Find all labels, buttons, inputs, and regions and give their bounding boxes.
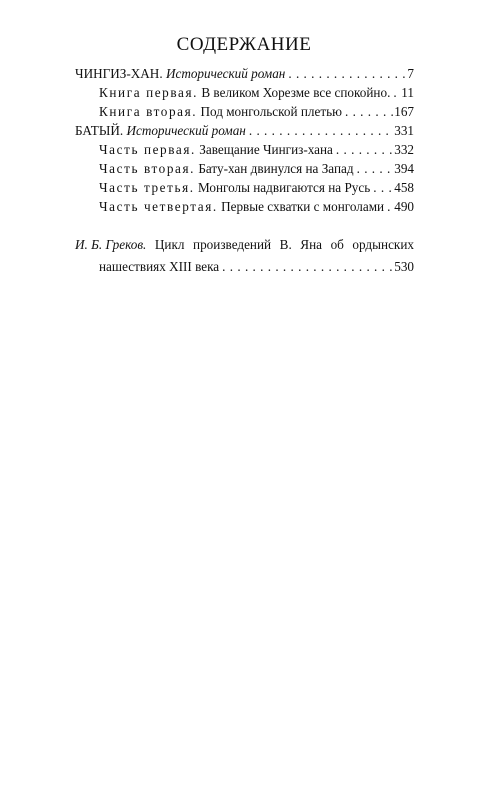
toc-entry-part-two	[75, 159, 414, 178]
entry-kind: Исторический роман	[165, 66, 286, 81]
essay-author: И. Б. Греков.	[75, 237, 147, 252]
dot-leader	[219, 256, 393, 278]
page-number: 490	[394, 199, 414, 214]
page-number: 11	[401, 85, 414, 100]
dot-leader	[390, 83, 400, 102]
entry-title: Монголы надвигаются на Русь	[197, 180, 371, 195]
toc-entry-essay	[75, 234, 414, 278]
entry-part: Книга первая.	[99, 85, 199, 100]
entry-kind: Исторический роман	[126, 123, 246, 138]
page-number: 7	[407, 66, 414, 81]
entry-title: В великом Хорезме все спокойно.	[201, 85, 391, 100]
dot-leader	[285, 64, 406, 83]
essay-word: Цикл	[154, 237, 185, 252]
dot-leader	[384, 197, 393, 216]
page-number: 530	[394, 259, 414, 274]
page-number: 394	[394, 161, 414, 176]
entry-part: Книга вторая.	[99, 104, 198, 119]
entry-title: ЧИНГИЗ-ХАН.	[75, 66, 163, 81]
essay-word: ордынских	[352, 237, 414, 252]
dot-leader	[246, 121, 393, 140]
essay-word: В.	[279, 237, 292, 252]
page-heading: СОДЕРЖАНИЕ	[176, 34, 312, 55]
entry-part: Часть третья.	[99, 180, 195, 195]
entry-title: БАТЫЙ.	[75, 123, 124, 138]
entry-title: Под монгольской плетью	[200, 104, 342, 119]
table-of-contents	[75, 64, 414, 216]
toc-entry-part-three	[75, 178, 414, 197]
dot-leader	[333, 140, 393, 159]
essay-word: об	[330, 237, 344, 252]
essay-continuation: нашествиях XIII века	[99, 259, 220, 274]
toc-entry-batyi	[75, 121, 414, 140]
essay-second-line	[75, 256, 414, 278]
toc-entry-part-one	[75, 140, 414, 159]
entry-part: Часть четвертая.	[99, 199, 218, 214]
dot-leader	[370, 178, 393, 197]
toc-entry-book-two	[75, 102, 414, 121]
essay-first-line	[75, 234, 414, 256]
page-number: 331	[394, 123, 414, 138]
entry-title: Бату-хан двинулся на Запад	[198, 161, 354, 176]
dot-leader	[342, 102, 393, 121]
page-number: 167	[394, 104, 414, 119]
toc-entry-part-four	[75, 197, 414, 216]
toc-entry-book-one	[75, 83, 414, 102]
entry-part: Часть вторая.	[99, 161, 196, 176]
essay-word: Яна	[300, 237, 323, 252]
entry-title: Завещание Чингиз-хана	[199, 142, 333, 157]
toc-entry-chingiz-khan	[75, 64, 414, 83]
dot-leader	[354, 159, 394, 178]
essay-word: произведений	[193, 237, 272, 252]
page-number: 332	[394, 142, 414, 157]
entry-title: Первые схватки с монголами	[221, 199, 385, 214]
entry-part: Часть первая.	[99, 142, 196, 157]
page-number: 458	[394, 180, 414, 195]
